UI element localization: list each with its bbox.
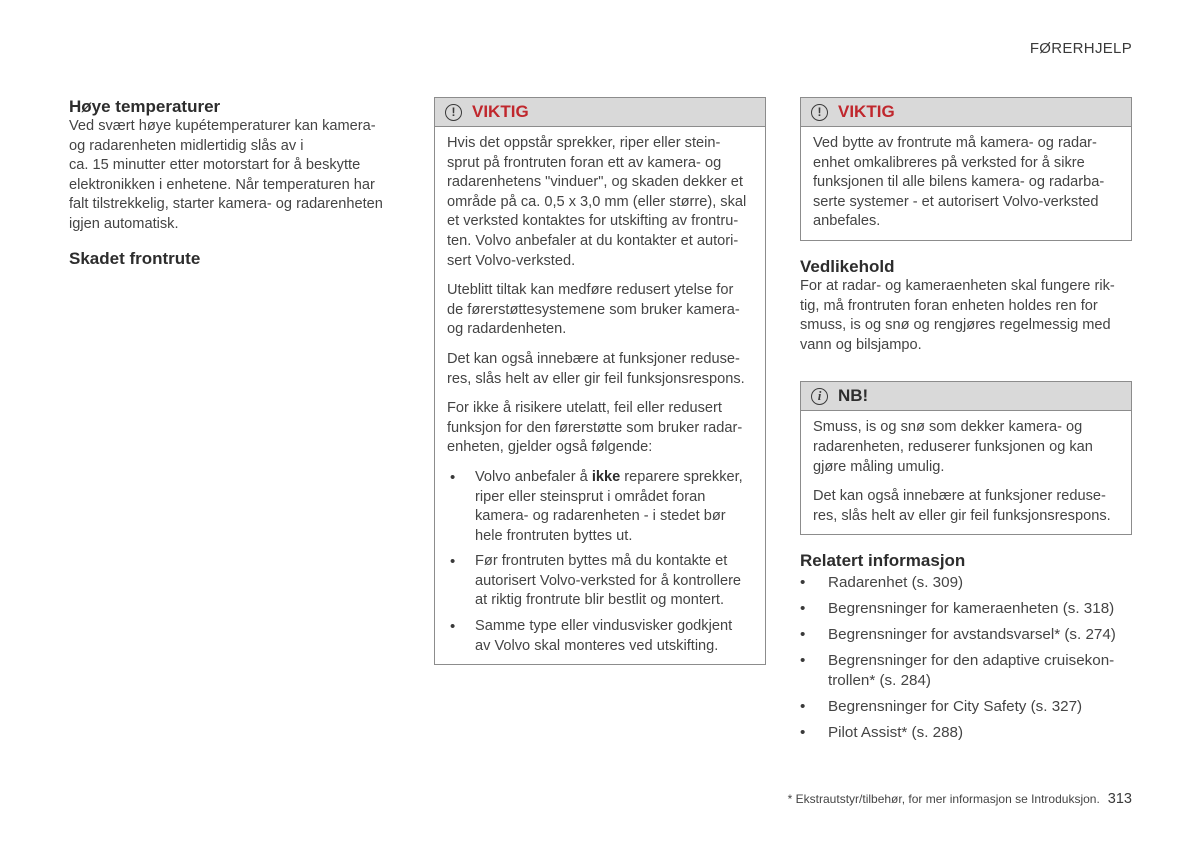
exclamation-circle-icon: !	[811, 104, 828, 121]
nb-label: NB!	[838, 386, 869, 406]
list-item: • Før frontruten byttes må du kontakte et autorisert Volvo-verksted for å kontrollere at riktig frontrute blir bestlit og montert.	[447, 552, 753, 611]
paragraph-hoye-temperaturer: Ved svært høye kupétemperaturer kan kamera- og radarenheten midlertidig slås av i ca. 15 minutter etter motorstart for å beskytte elektronikken i enhetene. Når temperaturen har falt tilstrekkelig, starter kamera- og radarenheten igjen automatisk.	[69, 118, 383, 232]
nb-box-header	[801, 382, 1131, 411]
nb-paragraph-1: Smuss, is og snø som dekker kamera- og radarenheten, reduserer funksjonen og kan gjøre måling umulig.	[813, 419, 1093, 475]
nb-box-body	[801, 411, 1131, 534]
paragraph-vedlikehold: For at radar- og kameraenheten skal fungere rik- tig, må frontruten foran enheten holdes ren for smuss, is og snø og rengjøres regelmessig med vann og bilsjampo.	[800, 277, 1115, 353]
list-item: • Samme type eller vindusvisker godkjent av Volvo skal monteres ved utskifting.	[447, 617, 753, 656]
column-right	[800, 97, 1132, 749]
column-left	[69, 97, 399, 269]
viktig-paragraph-2: Uteblitt tiltak kan medføre redusert ytelse for de førerstøttesystemene som bruker kamera- og radardenheten.	[447, 282, 740, 338]
viktig-paragraph-3: Det kan også innebære at funksjoner reduse- res, slås helt av eller gir feil funksjonsrespons.	[447, 350, 745, 387]
viktig-bullet-list	[447, 468, 753, 656]
heading-vedlikehold: Vedlikehold	[800, 256, 895, 276]
viktig-box-kalibrering	[800, 97, 1132, 241]
info-circle-icon: i	[811, 388, 828, 405]
viktig-box-frontrute	[434, 97, 766, 665]
related-link-avstandsvarsel[interactable]: • Begrensninger for avstandsvarsel* (s. 274)	[800, 625, 1132, 645]
viktig-box-body	[801, 127, 1131, 240]
exclamation-circle-icon: !	[445, 104, 462, 121]
viktig-box-header	[801, 98, 1131, 127]
list-item: • Volvo anbefaler å ikke reparere sprekker, riper eller steinsprut i området foran kamera- og radarenheten - i stedet bør hele frontruten byttes ut.	[447, 468, 753, 546]
viktig-paragraph-4: For ikke å risikere utelatt, feil eller redusert funksjon for den førerstøtte som bruker radar- enheten, gjelder også følgende:	[447, 400, 743, 456]
section-title: FØRERHJELP	[1029, 40, 1132, 57]
viktig-box-body	[435, 127, 765, 664]
viktig-label: VIKTIG	[472, 102, 529, 121]
viktig-paragraph-1: Hvis det oppstår sprekker, riper eller stein- sprut på frontruten foran ett av kamera- og radarenhetens "vinduer", og skaden dekker et område på ca. 0,5 x 3,0 mm (eller større), skal et verksted kontaktes for utskifting av frontru- ten. Volvo anbefaler at du kontakter et autori- sert Volvo-verksted.	[447, 135, 747, 269]
related-links-list	[800, 573, 1132, 743]
related-link-pilot-assist[interactable]: • Pilot Assist* (s. 288)	[800, 723, 1132, 743]
related-link-radarenhet[interactable]: • Radarenhet (s. 309)	[800, 573, 1132, 593]
nb-box	[800, 381, 1132, 535]
column-middle	[434, 97, 766, 665]
related-link-city-safety[interactable]: • Begrensninger for City Safety (s. 327)	[800, 697, 1132, 717]
page-number: 313	[1107, 791, 1132, 807]
viktig-box-header	[435, 98, 765, 127]
related-link-kameraenheten[interactable]: • Begrensninger for kameraenheten (s. 318)	[800, 599, 1132, 619]
footer	[788, 791, 1132, 807]
viktig-paragraph-1: Ved bytte av frontrute må kamera- og radar- enhet omkalibreres på verksted for å sikre funksjonen til alle bilens kamera- og radarba- serte systemer - et autorisert Volvo-verksted anbefales.	[813, 135, 1105, 230]
related-link-cruisekontroll[interactable]: • Begrensninger for den adaptive cruisekon- trollen* (s. 284)	[800, 651, 1132, 691]
viktig-label: VIKTIG	[838, 102, 895, 121]
nb-paragraph-2: Det kan også innebære at funksjoner reduse- res, slås helt av eller gir feil funksjonsrespons.	[813, 488, 1111, 524]
footnote-text: * Ekstrautstyr/tilbehør, for mer informasjon se Introduksjon.	[787, 792, 1100, 806]
heading-relatert-informasjon: Relatert informasjon	[800, 551, 966, 571]
heading-hoye-temperaturer: Høye temperaturer	[69, 97, 221, 116]
heading-skadet-frontrute: Skadet frontrute	[69, 248, 201, 268]
